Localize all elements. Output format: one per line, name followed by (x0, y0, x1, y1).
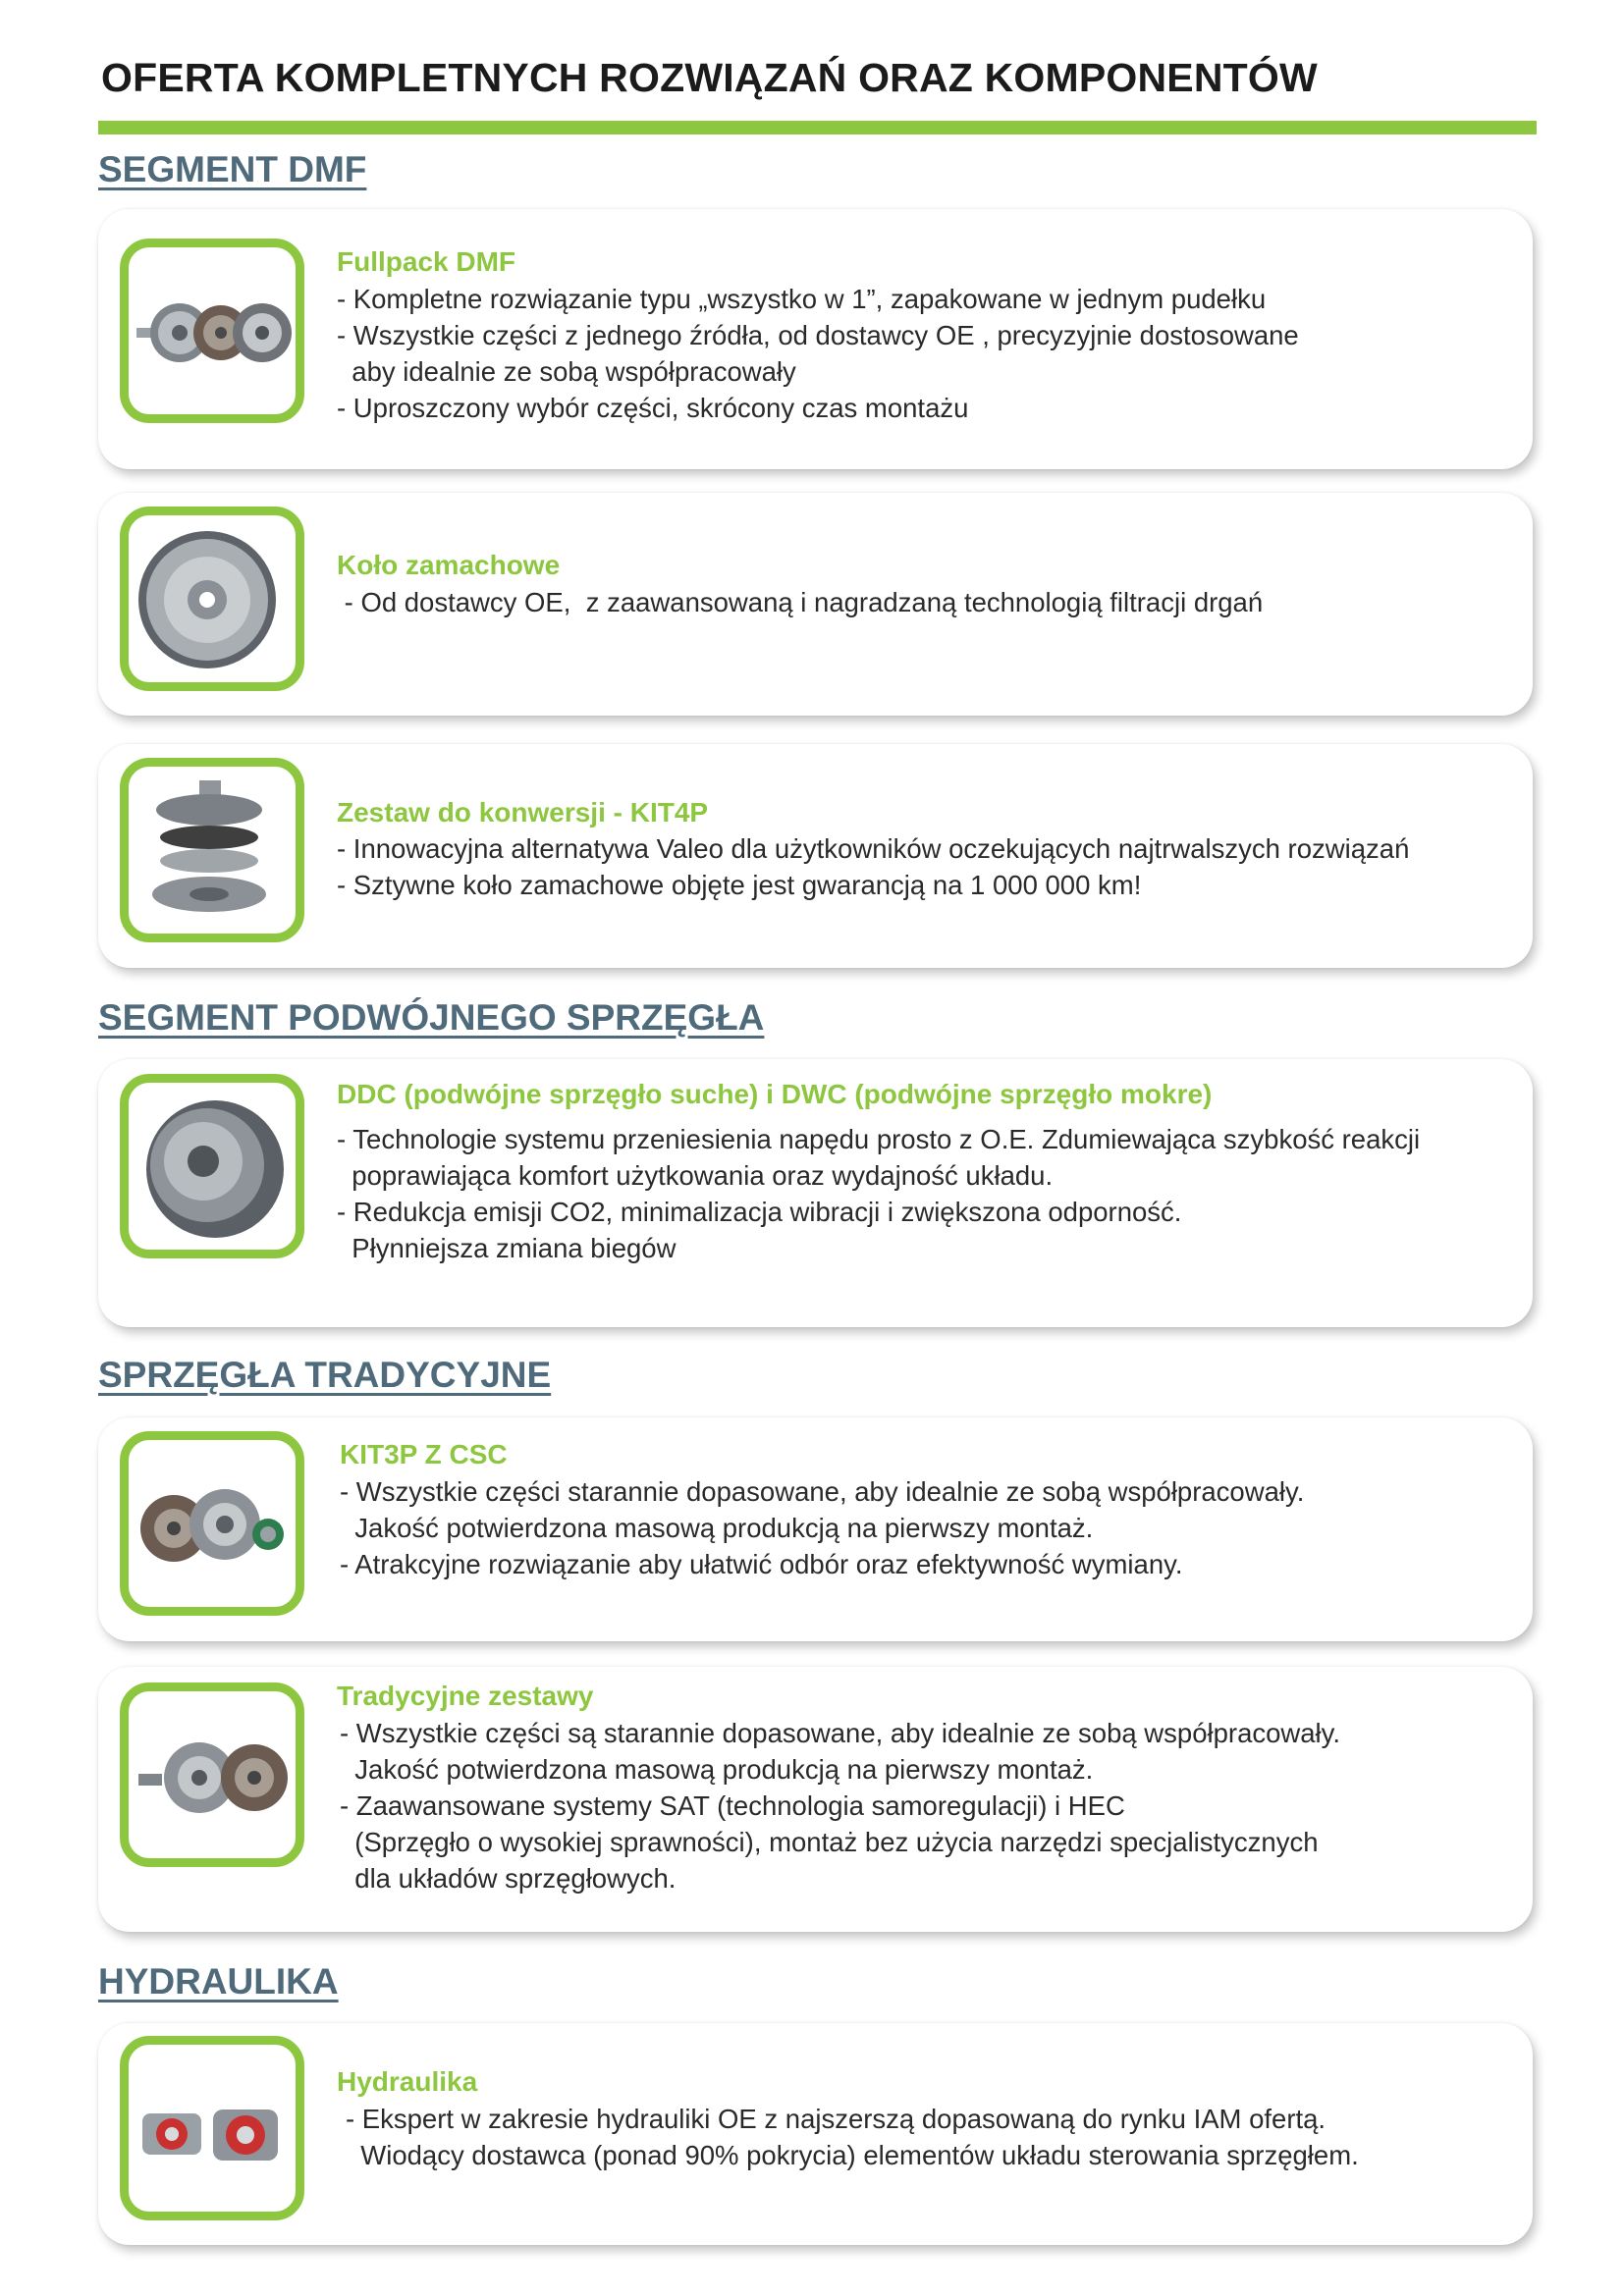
card-title: Koło zamachowe (337, 550, 561, 580)
card-title: Zestaw do konwersji - KIT4P (337, 797, 709, 828)
card-flywheel (98, 493, 1533, 716)
card-hydraulics (98, 2023, 1533, 2245)
card-kit4p (98, 744, 1533, 968)
description-line: - Sztywne koło zamachowe objęte jest gwarancją na 1 000 000 km! (337, 870, 1142, 900)
description-line: Wiodący dostawca (ponad 90% pokrycia) elementów układu sterowania sprzęgłem. (346, 2140, 1359, 2170)
description-line: Jakość potwierdzona masową produkcją na pierwszy montaż. (340, 1513, 1094, 1543)
description-line: Jakość potwierdzona masową produkcją na pierwszy montaż. (340, 1754, 1094, 1785)
card-description (337, 830, 1409, 903)
description-line: - Ekspert w zakresie hydrauliki OE z najszerszą dopasowaną do rynku IAM ofertą. (346, 2104, 1326, 2134)
card-description (340, 1473, 1304, 1582)
dual-clutch-icon (120, 1074, 304, 1258)
kit3p-icon (120, 1431, 304, 1616)
description-line: - Technologie systemu przeniesienia napędu prosto z O.E. Zdumiewająca szybkość reakcji (337, 1124, 1421, 1154)
description-line: - Zaawansowane systemy SAT (technologia samoregulacji) i HEC (340, 1790, 1125, 1821)
description-line: - Uproszczony wybór części, skrócony czas montażu (337, 393, 969, 423)
description-line: poprawiająca komfort użytkowania oraz wydajność układu. (337, 1160, 1054, 1191)
description-line: dla układów sprzęgłowych. (340, 1863, 677, 1894)
title-divider (98, 121, 1537, 134)
section-heading-hydraulics: HYDRAULIKA (98, 1961, 339, 2002)
description-line: Płynniejsza zmiana biegów (337, 1233, 677, 1263)
card-description (346, 2101, 1359, 2173)
description-line: aby idealnie ze sobą współpracowały (337, 356, 796, 387)
card-title: Tradycyjne zestawy (337, 1681, 594, 1711)
section-heading-dual-clutch: SEGMENT PODWÓJNEGO SPRZĘGŁA (98, 997, 765, 1038)
conversion-kit-icon (120, 758, 304, 942)
description-line: - Wszystkie części starannie dopasowane, aby idealnie ze sobą współpracowały. (340, 1476, 1305, 1507)
description-line: - Kompletne rozwiązanie typu „wszystko w 1”, zapakowane w jednym pudełku (337, 284, 1267, 314)
description-line: - Wszystkie części są starannie dopasowane, aby idealnie ze sobą współpracowały. (340, 1718, 1341, 1748)
hydraulic-bearing-icon (120, 2036, 304, 2220)
description-line: - Od dostawcy OE, z zaawansowaną i nagradzaną technologią filtracji drgań (337, 587, 1264, 617)
card-title: Hydraulika (337, 2066, 478, 2097)
card-title: Fullpack DMF (337, 246, 516, 277)
flywheel-icon (120, 507, 304, 691)
description-line: - Wszystkie części z jednego źródła, od dostawcy OE , precyzyjnie dostosowane (337, 320, 1299, 350)
card-title: DDC (podwójne sprzęgło suche) i DWC (podwójne sprzęgło mokre) (337, 1079, 1213, 1109)
description-line: - Innowacyjna alternatywa Valeo dla użytkowników oczekujących najtrwalszych rozwiązań (337, 833, 1410, 864)
card-kit3p (98, 1417, 1533, 1641)
section-heading-dmf: SEGMENT DMF (98, 149, 367, 189)
card-traditional-kits (98, 1667, 1533, 1932)
card-title: KIT3P Z CSC (340, 1439, 508, 1469)
card-description (337, 281, 1299, 426)
clutch-kit-icon (120, 239, 304, 423)
description-line: - Redukcja emisji CO2, minimalizacja wibracji i zwiększona odporność. (337, 1197, 1182, 1227)
description-line: - Atrakcyjne rozwiązanie aby ułatwić odbór oraz efektywność wymiany. (340, 1549, 1183, 1579)
card-description (337, 584, 1263, 620)
card-description (340, 1715, 1340, 1896)
section-heading-traditional: SPRZĘGŁA TRADYCYJNE (98, 1355, 552, 1395)
page-title: OFERTA KOMPLETNYCH ROZWIĄZAŃ ORAZ KOMPONENTÓW (101, 55, 1318, 100)
traditional-kit-icon (120, 1682, 304, 1867)
card-ddc-dwc (98, 1059, 1533, 1327)
description-line: (Sprzęgło o wysokiej sprawności), montaż bez użycia narzędzi specjalistycznych (340, 1827, 1319, 1857)
card-fullpack-dmf (98, 209, 1533, 469)
card-description (337, 1121, 1420, 1266)
